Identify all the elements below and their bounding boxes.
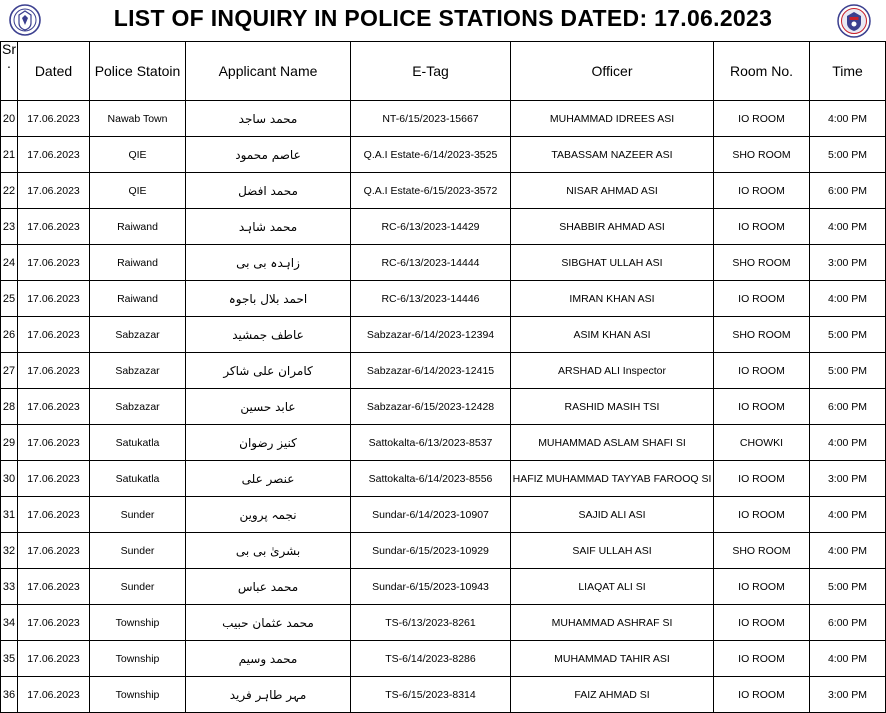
page-title: LIST OF INQUIRY IN POLICE STATIONS DATED: 17.06.2023	[113, 5, 773, 31]
time-cell: 4:00 PM	[810, 101, 886, 137]
officer-cell: SIBGHAT ULLAH ASI	[511, 245, 714, 281]
header-room: Room No.	[714, 42, 810, 101]
header-sr-label: Sr	[2, 41, 16, 57]
sr-cell: 26	[1, 317, 18, 353]
station-cell: Township	[90, 605, 186, 641]
room-cell: IO ROOM	[714, 389, 810, 425]
time-cell: 4:00 PM	[810, 533, 886, 569]
table-row	[1, 281, 886, 317]
table-row	[1, 497, 886, 533]
inquiry-table	[0, 41, 886, 713]
room-cell: IO ROOM	[714, 353, 810, 389]
sr-cell: 24	[1, 245, 18, 281]
etag-cell: RC-6/13/2023-14446	[351, 281, 511, 317]
etag-cell: Sattokalta-6/14/2023-8556	[351, 461, 511, 497]
header-sr	[1, 42, 18, 101]
officer-cell: SHABBIR AHMAD ASI	[511, 209, 714, 245]
header-etag: E-Tag	[351, 42, 511, 101]
dated-cell: 17.06.2023	[18, 461, 90, 497]
sr-cell: 28	[1, 389, 18, 425]
room-cell: IO ROOM	[714, 101, 810, 137]
sr-cell: 35	[1, 641, 18, 677]
header-applicant: Applicant Name	[186, 42, 351, 101]
applicant-cell: محمد افضل	[186, 173, 351, 209]
sr-cell: 21	[1, 137, 18, 173]
header-officer: Officer	[511, 42, 714, 101]
station-cell: Sunder	[90, 497, 186, 533]
station-cell: Sunder	[90, 533, 186, 569]
station-cell: Raiwand	[90, 245, 186, 281]
dated-cell: 17.06.2023	[18, 425, 90, 461]
station-cell: QIE	[90, 137, 186, 173]
table-row	[1, 569, 886, 605]
room-cell: IO ROOM	[714, 281, 810, 317]
applicant-cell: مہر طاہر فرید	[186, 677, 351, 713]
dated-cell: 17.06.2023	[18, 173, 90, 209]
time-cell: 4:00 PM	[810, 425, 886, 461]
station-cell: Sunder	[90, 569, 186, 605]
dated-cell: 17.06.2023	[18, 533, 90, 569]
applicant-cell: کامران علی شاکر	[186, 353, 351, 389]
station-cell: Township	[90, 641, 186, 677]
time-cell: 4:00 PM	[810, 209, 886, 245]
title-bar	[0, 0, 886, 41]
room-cell: SHO ROOM	[714, 317, 810, 353]
etag-cell: TS-6/15/2023-8314	[351, 677, 511, 713]
dated-cell: 17.06.2023	[18, 353, 90, 389]
officer-cell: SAIF ULLAH ASI	[511, 533, 714, 569]
time-cell: 4:00 PM	[810, 497, 886, 533]
applicant-cell: محمد ساجد	[186, 101, 351, 137]
room-cell: IO ROOM	[714, 569, 810, 605]
sr-cell: 34	[1, 605, 18, 641]
table-row	[1, 677, 886, 713]
sr-cell: 20	[1, 101, 18, 137]
time-cell: 3:00 PM	[810, 677, 886, 713]
applicant-cell: محمد عثمان حبیب	[186, 605, 351, 641]
time-cell: 3:00 PM	[810, 461, 886, 497]
applicant-cell: احمد بلال باجوہ	[186, 281, 351, 317]
table-row	[1, 353, 886, 389]
etag-cell: Sundar-6/15/2023-10943	[351, 569, 511, 605]
etag-cell: Sattokalta-6/13/2023-8537	[351, 425, 511, 461]
room-cell: CHOWKI	[714, 425, 810, 461]
sr-cell: 31	[1, 497, 18, 533]
officer-cell: HAFIZ MUHAMMAD TAYYAB FAROOQ SI	[511, 461, 714, 497]
station-cell: Satukatla	[90, 461, 186, 497]
room-cell: SHO ROOM	[714, 137, 810, 173]
time-cell: 4:00 PM	[810, 641, 886, 677]
dated-cell: 17.06.2023	[18, 497, 90, 533]
sr-cell: 36	[1, 677, 18, 713]
header-row	[1, 42, 886, 101]
time-cell: 3:00 PM	[810, 245, 886, 281]
table-row	[1, 317, 886, 353]
etag-cell: Sundar-6/15/2023-10929	[351, 533, 511, 569]
station-cell: Raiwand	[90, 209, 186, 245]
police-seal-icon	[836, 3, 872, 39]
sr-cell: 33	[1, 569, 18, 605]
officer-cell: NISAR AHMAD ASI	[511, 173, 714, 209]
sr-cell: 32	[1, 533, 18, 569]
officer-cell: FAIZ AHMAD SI	[511, 677, 714, 713]
sr-cell: 22	[1, 173, 18, 209]
applicant-cell: نجمہ پروین	[186, 497, 351, 533]
station-cell: QIE	[90, 173, 186, 209]
applicant-cell: عنصر علی	[186, 461, 351, 497]
room-cell: IO ROOM	[714, 677, 810, 713]
table-row	[1, 245, 886, 281]
table-row	[1, 425, 886, 461]
table-row	[1, 101, 886, 137]
applicant-cell: محمد عباس	[186, 569, 351, 605]
station-cell: Satukatla	[90, 425, 186, 461]
sr-cell: 25	[1, 281, 18, 317]
sr-cell: 27	[1, 353, 18, 389]
dated-cell: 17.06.2023	[18, 137, 90, 173]
dated-cell: 17.06.2023	[18, 389, 90, 425]
officer-cell: RASHID MASIH TSI	[511, 389, 714, 425]
applicant-cell: محمد شاہد	[186, 209, 351, 245]
applicant-cell: عاطف جمشید	[186, 317, 351, 353]
officer-cell: MUHAMMAD ASHRAF SI	[511, 605, 714, 641]
applicant-cell: عاصم محمود	[186, 137, 351, 173]
time-cell: 6:00 PM	[810, 173, 886, 209]
officer-cell: IMRAN KHAN ASI	[511, 281, 714, 317]
officer-cell: TABASSAM NAZEER ASI	[511, 137, 714, 173]
room-cell: IO ROOM	[714, 497, 810, 533]
room-cell: IO ROOM	[714, 605, 810, 641]
etag-cell: Sabzazar-6/15/2023-12428	[351, 389, 511, 425]
etag-cell: RC-6/13/2023-14444	[351, 245, 511, 281]
station-cell: Sabzazar	[90, 353, 186, 389]
etag-cell: TS-6/14/2023-8286	[351, 641, 511, 677]
room-cell: IO ROOM	[714, 461, 810, 497]
etag-cell: Sabzazar-6/14/2023-12415	[351, 353, 511, 389]
sr-cell: 23	[1, 209, 18, 245]
applicant-cell: زاہدہ بی بی	[186, 245, 351, 281]
officer-cell: LIAQAT ALI SI	[511, 569, 714, 605]
table-row	[1, 533, 886, 569]
dated-cell: 17.06.2023	[18, 605, 90, 641]
room-cell: IO ROOM	[714, 641, 810, 677]
station-cell: Township	[90, 677, 186, 713]
table-row	[1, 605, 886, 641]
room-cell: IO ROOM	[714, 173, 810, 209]
dated-cell: 17.06.2023	[18, 317, 90, 353]
sr-cell: 29	[1, 425, 18, 461]
applicant-cell: بشریٰ بی بی	[186, 533, 351, 569]
time-cell: 6:00 PM	[810, 605, 886, 641]
etag-cell: NT-6/15/2023-15667	[351, 101, 511, 137]
dated-cell: 17.06.2023	[18, 677, 90, 713]
time-cell: 6:00 PM	[810, 389, 886, 425]
header-station: Police Statoin	[90, 42, 186, 101]
officer-cell: MUHAMMAD TAHIR ASI	[511, 641, 714, 677]
officer-cell: ARSHAD ALI Inspector	[511, 353, 714, 389]
dated-cell: 17.06.2023	[18, 641, 90, 677]
applicant-cell: محمد وسیم	[186, 641, 351, 677]
time-cell: 4:00 PM	[810, 281, 886, 317]
table-row	[1, 461, 886, 497]
header-dated: Dated	[18, 42, 90, 101]
dated-cell: 17.06.2023	[18, 101, 90, 137]
station-cell: Sabzazar	[90, 389, 186, 425]
time-cell: 5:00 PM	[810, 317, 886, 353]
time-cell: 5:00 PM	[810, 569, 886, 605]
etag-cell: Q.A.I Estate-6/14/2023-3525	[351, 137, 511, 173]
officer-cell: MUHAMMAD IDREES ASI	[511, 101, 714, 137]
applicant-cell: عابد حسین	[186, 389, 351, 425]
room-cell: SHO ROOM	[714, 245, 810, 281]
officer-cell: ASIM KHAN ASI	[511, 317, 714, 353]
etag-cell: RC-6/13/2023-14429	[351, 209, 511, 245]
table-row	[1, 173, 886, 209]
etag-cell: Q.A.I Estate-6/15/2023-3572	[351, 173, 511, 209]
dated-cell: 17.06.2023	[18, 209, 90, 245]
sr-cell: 30	[1, 461, 18, 497]
officer-cell: SAJID ALI ASI	[511, 497, 714, 533]
officer-cell: MUHAMMAD ASLAM SHAFI SI	[511, 425, 714, 461]
time-cell: 5:00 PM	[810, 353, 886, 389]
dated-cell: 17.06.2023	[18, 245, 90, 281]
station-cell: Sabzazar	[90, 317, 186, 353]
header-sr-dot: .	[7, 55, 11, 71]
applicant-cell: کنیز رضوان	[186, 425, 351, 461]
etag-cell: Sundar-6/14/2023-10907	[351, 497, 511, 533]
etag-cell: TS-6/13/2023-8261	[351, 605, 511, 641]
dated-cell: 17.06.2023	[18, 569, 90, 605]
room-cell: IO ROOM	[714, 209, 810, 245]
etag-cell: Sabzazar-6/14/2023-12394	[351, 317, 511, 353]
table-row	[1, 137, 886, 173]
station-cell: Raiwand	[90, 281, 186, 317]
time-cell: 5:00 PM	[810, 137, 886, 173]
table-row	[1, 209, 886, 245]
table-row	[1, 641, 886, 677]
room-cell: SHO ROOM	[714, 533, 810, 569]
dated-cell: 17.06.2023	[18, 281, 90, 317]
station-cell: Nawab Town	[90, 101, 186, 137]
table-row	[1, 389, 886, 425]
header-time: Time	[810, 42, 886, 101]
